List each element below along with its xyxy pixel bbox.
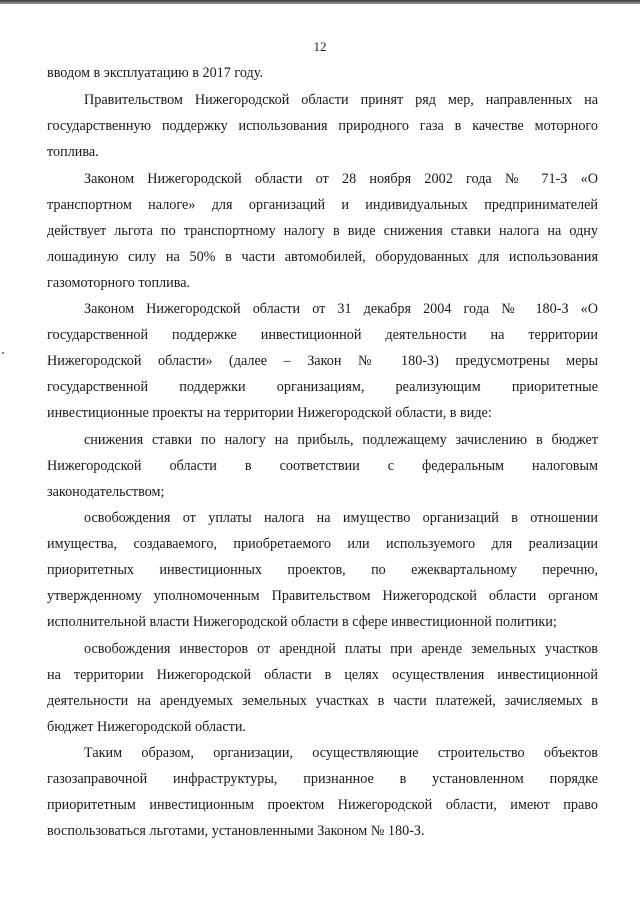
paragraph-first-line: освобождения инвесторов от арендной платы при аренде земельных участков: [84, 641, 598, 657]
paragraph-first-line: Законом Нижегородской области от 31 декабря 2004 года № 180-З «О: [84, 301, 598, 317]
text-line: газомоторного топлива.: [47, 275, 191, 291]
text-line: воспользоваться льготами, установленными Законом № 180-З.: [47, 823, 425, 839]
text-line: приоритетных инвестиционных проектов, по ежеквартальному перечню,: [47, 562, 598, 578]
text-line: транспортном налоге» для организаций и индивидуальных предпринимателей: [47, 197, 598, 213]
paragraph-first-line: снижения ставки по налогу на прибыль, подлежащему зачислению в бюджет: [84, 432, 598, 448]
text-line: инвестиционные проекты на территории Нижегородской области, в виде:: [47, 405, 492, 421]
text-line: приоритетным инвестиционным проектом Нижегородской области, имеют право: [47, 797, 598, 813]
text-line: деятельности на арендуемых земельных участках в части платежей, зачисляемых в: [47, 693, 598, 709]
text-line: газозаправочной инфраструктуры, признанное в установленном порядке: [47, 771, 598, 787]
paragraph-first-line: Законом Нижегородской области от 28 ноября 2002 года № 71-З «О: [84, 171, 598, 187]
text-line: действует льгота по транспортному налогу в виде снижения ставки налога на одну: [47, 223, 598, 239]
scan-speck: [2, 352, 4, 354]
text-line: исполнительной власти Нижегородской области в сфере инвестиционной политики;: [47, 614, 557, 630]
text-line: утвержденному уполномоченным Правительством Нижегородской области органом: [47, 588, 598, 604]
paragraph-first-line: освобождения от уплаты налога на имущество организаций в отношении: [84, 510, 598, 526]
text-line: топлива.: [47, 144, 99, 160]
paragraph-first-line: Правительством Нижегородской области принят ряд мер, направленных на: [84, 92, 598, 108]
text-line: имущества, создаваемого, приобретаемого или используемого для реализации: [47, 536, 598, 552]
text-line: Нижегородской области в соответствии с федеральным налоговым: [47, 458, 598, 474]
text-line: бюджет Нижегородской области.: [47, 719, 246, 735]
text-line: Нижегородской области» (далее – Закон № 180-З) предусмотрены меры: [47, 353, 598, 369]
text-line: государственную поддержку использования природного газа в качестве моторного: [47, 118, 598, 134]
text-line: законодательством;: [47, 484, 165, 500]
paragraph-first-line: Таким образом, организации, осуществляющие строительство объектов: [84, 745, 598, 761]
text-line: государственной поддержке инвестиционной деятельности на территории: [47, 327, 598, 343]
text-line: вводом в эксплуатацию в 2017 году.: [47, 65, 263, 81]
text-line: государственной поддержки организациям, реализующим приоритетные: [47, 379, 598, 395]
page-number: 12: [313, 39, 327, 54]
text-line: лошадиную силу на 50% в части автомобилей, оборудованных для использования: [47, 249, 598, 265]
text-line: на территории Нижегородской области в целях осуществления инвестиционной: [47, 667, 598, 683]
top-scan-border: [0, 0, 640, 4]
